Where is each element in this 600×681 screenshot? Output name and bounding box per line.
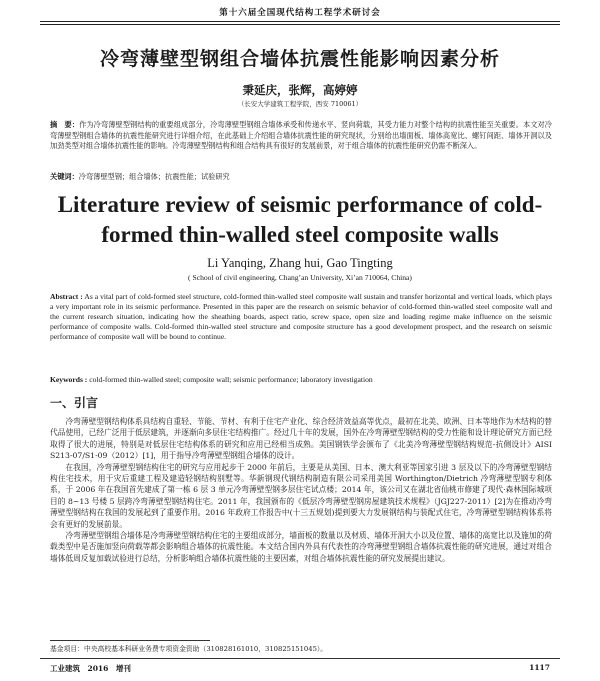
- funding-footnote: 基金项目：中央高校基本科研业务费专项资金资助（310828161010，310825151045）。: [50, 645, 328, 653]
- page-number: 1117: [529, 663, 550, 672]
- chinese-authors: 秉延庆，张辉，高婷婷: [242, 83, 358, 97]
- section-heading-introduction: 一、引言: [50, 396, 99, 410]
- chinese-keywords: [50, 172, 552, 182]
- english-abstract: [50, 292, 552, 342]
- english-title: Literature review of seismic performance of cold-formed thin-walled steel composite walls: [57, 192, 543, 247]
- chinese-abstract-label: 摘 要：: [50, 120, 80, 129]
- chinese-keywords-text: 冷弯薄壁型钢；组合墙体；抗震性能；试验研究: [78, 172, 230, 181]
- chinese-affiliation: （长安大学建筑工程学院，西安 710061）: [237, 100, 363, 108]
- body-paragraph-3: 冷弯薄壁型钢组合墙体是冷弯薄壁型钢结构住宅的主要组成部分，墙面板的数量以及材质、墙体开洞大小以及位置、墙体的高宽比以及施加的荷载类型中是否施加竖向荷载等都会影响组合墙体的抗震性能。本文结合国内外具有代表性的冷弯薄壁型钢组合墙体抗震性能的研究进展，通过对组合墙体低周反复加载试验进行总结，分析影响组合墙体抗震性能的主要因素，对组合墙体抗震性能的研究发展提出建议。: [50, 531, 552, 563]
- footnote-rule: [50, 640, 210, 641]
- chinese-abstract: [50, 120, 552, 152]
- english-affiliation: ( School of civil engineering, Chang’an University, Xi’an 710064, China): [188, 273, 412, 282]
- english-abstract-label: Abstract :: [50, 292, 83, 301]
- english-abstract-text: As a vital part of cold-formed steel structure, cold-formed thin-walled steel composite wall sustain and transfer horizontal and vertical loads, which plays a very important role in its seismic performance. Presented in this paper are the research on seismic behavior of cold-formed thin-walled steel composite wall and the current research situation, indicating how the sheathing boards, aspect ratio, screw space, open size and loading regime make influence on the seismic performance of composite walls. Cold-formed thin-walled steel structure and composite structure has a good development prospect, and the research on seismic performance of composite wall will be bound to continue.: [50, 292, 552, 342]
- body-text: [50, 416, 552, 564]
- header-rule-thin: [40, 24, 560, 25]
- chinese-keywords-label: 关键词：: [50, 172, 79, 181]
- running-header: 第十六届全国现代结构工程学术研讨会: [219, 8, 381, 18]
- journal-footer: 工业建筑 2016 增刊: [50, 664, 131, 673]
- english-keywords: [50, 375, 552, 384]
- english-keywords-text: cold-formed thin-walled steel; composite wall; seismic performance; laboratory investigation: [89, 375, 373, 384]
- english-keywords-label: Keywords :: [50, 375, 88, 384]
- footer-rule: [40, 658, 560, 659]
- english-authors: Li Yanqing, Zhang hui, Gao Tingting: [207, 256, 393, 270]
- chinese-abstract-text: 作为冷弯薄壁型钢结构的重要组成部分，冷弯薄壁型钢组合墙体承受和传递水平、竖向荷载，其受力能力对整个结构的抗震性能至关重要。本文对冷弯薄壁型钢组合墙体的抗震性能研究进行详细介绍，在此基础上介绍组合墙体抗震性能的研究现状，分别给出墙面板、墙体高宽比、螺钉间距、墙体开洞以及加劲类型对组合墙体抗震性能的影响。冷弯薄壁型钢结构和组合结构具有很好的发展前景，对于组合墙体的抗震性能研究仍需不断深入。: [50, 120, 552, 151]
- header-rule: [40, 21, 560, 22]
- chinese-title: 冷弯薄壁型钢组合墙体抗震性能影响因素分析: [99, 48, 500, 70]
- body-paragraph-1: 冷弯薄壁型钢结构体系具结构自重轻、节能、节材、有利于住宅产业化、综合经济效益高等优点，最初在北美、欧洲、日本等地作为木结构的替代品使用，已经广泛用于低层建筑，并逐渐向多层住宅结构推广。经过几十年的发展，国外在冷弯薄壁型钢结构的受力性能和设计理论研究方面已经取得了很大的进展，特别是对低层住宅结构体系的研究和应用已经相当成熟。美国钢铁学会颁布了《北美冷弯薄壁型钢结构规范-抗侧设计》AISI S213-07/S1-09（2012）[1]，用于指导冷弯薄壁型钢组合墙体的设计。: [50, 417, 552, 461]
- body-paragraph-2: 在我国，冷弯薄壁型钢结构住宅的研究与应用起步于 2000 年前后，主要是从美国、日本、澳大利亚等国家引进 3 层及以下的冷弯薄壁型钢结构住宅技术，用于灾后重建工程及建造轻钢结构别墅等。华新钢现代钢结构制造有限公司采用美国 Worthington/Dietrich 冷弯薄壁型钢专利体系，于 2006 年在我国首先建成了第一栋 6 层 3 单元冷弯薄壁型钢多层住宅试点楼；2014 年，该公司又在湖北省仙桃市修建了现代·森林国际城项目的 8~13 号楼 5 层跨冷弯薄壁型钢结构住宅。2011 年，我国颁布的《低层冷弯薄壁型钢房屋建筑技术规程》（JGJ227-2011）[2]为在推动冷弯薄壁型钢结构在我国的发展起到了重要作用。2016 年政府工作报告中(十三五规划)提到要大力发展钢结构与装配式住宅，冷弯薄壁型钢结构体系将会有更好的发展前景。: [50, 462, 552, 529]
